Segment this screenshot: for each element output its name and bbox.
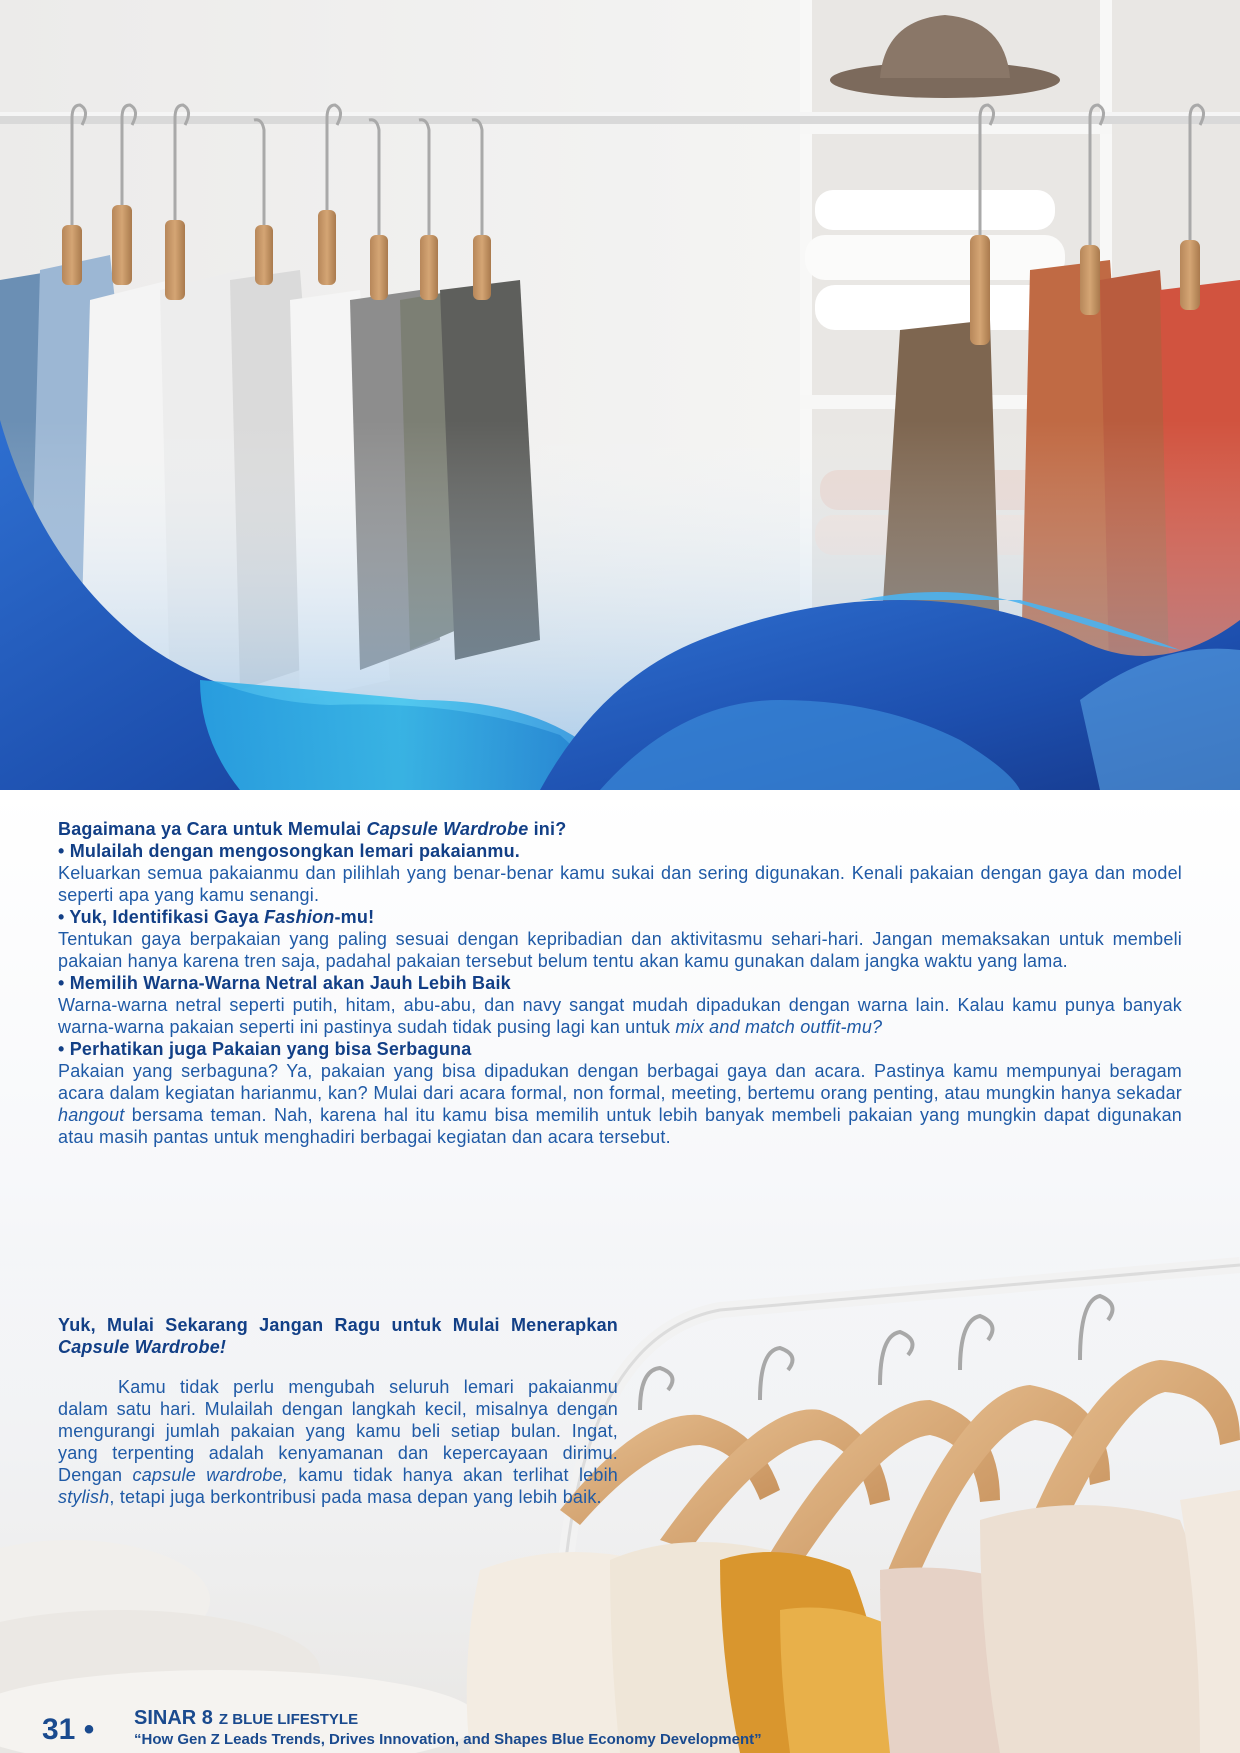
tip-title-4: • Perhatikan juga Pakaian yang bisa Serbaguna	[58, 1039, 472, 1059]
closing-body-text: Kamu tidak perlu mengubah seluruh lemari pakaianmu dalam satu hari. Mulailah dengan langkah kecil, misalnya dengan mengurangi jumlah pakaian yang kamu beli setiap bulan. Ingat, yang terpenting adalah kenyamanan dan kepercayaan dirimu. Dengan	[58, 1377, 618, 1485]
tip-title-2-italic: Fashion	[264, 907, 335, 927]
tip-title-3: • Memilih Warna-Warna Netral akan Jauh Lebih Baik	[58, 973, 511, 993]
heading-text: Bagaimana ya Cara untuk Memulai	[58, 819, 367, 839]
heading-text-italic: Capsule Wardrobe	[366, 819, 529, 839]
closing-body	[58, 1376, 618, 1508]
tip-title-2-text: -mu!	[334, 907, 375, 927]
magazine-name: SINAR 8	[134, 1707, 213, 1729]
closing-body-italic: capsule wardrobe,	[132, 1465, 289, 1485]
tip-body-4-text: bersama teman. Nah, karena hal itu kamu bisa memilih untuk lebih banyak membeli pakaian yang mungkin dapat digunakan atau masih pantas untuk menghadiri berbagai kegiatan dan acara tersebut.	[58, 1105, 1182, 1147]
section-heading	[58, 818, 1182, 840]
page-footer	[36, 1709, 1236, 1753]
magazine-brand	[134, 1707, 358, 1730]
tip-body-4-text: Pakaian yang serbaguna? Ya, pakaian yang bisa dipadukan dengan berbagai gaya dan acara. Pastinya kamu mempunyai beragam acara dalam kegiatan harianmu, kan? Mulai dari acara formal, non formal, meeting, bertemu orang penting, atau mungkin hanya sekadar	[58, 1061, 1182, 1103]
tip-title-2-text: • Yuk, Identifikasi Gaya	[58, 907, 265, 927]
closing-body-text: , tetapi juga berkontribusi pada masa depan yang lebih baik.	[109, 1487, 602, 1507]
heading-text: ini?	[528, 819, 567, 839]
tip-body-2: Tentukan gaya berpakaian yang paling sesuai dengan kepribadian dan aktivitasmu sehari-hari. Jangan memaksakan untuk membeli pakaian hanya karena tren saja, padahal pakaian tersebut belum tentu akan kamu gunakan dalam jangka waktu yang lama.	[58, 929, 1182, 971]
page-number: 31 •	[42, 1713, 95, 1746]
hero-photo-clothes-rack	[0, 0, 1240, 790]
hero-illustration	[0, 0, 1240, 790]
main-article-section	[58, 818, 1182, 1148]
tip-body-4	[58, 1060, 1182, 1148]
issue-tagline: “How Gen Z Leads Trends, Drives Innovation, and Shapes Blue Economy Development”	[134, 1731, 762, 1748]
tip-body-3	[58, 994, 1182, 1038]
closing-section	[58, 1296, 618, 1526]
closing-heading-text: Yuk, Mulai Sekarang Jangan Ragu untuk Mulai Menerapkan	[58, 1315, 618, 1335]
tip-body-3-text: Warna-warna netral seperti putih, hitam, abu-abu, dan navy sangat mudah dipadukan dengan warna lain. Kalau kamu punya banyak warna-warna pakaian seperti ini pastinya sudah tidak pusing lagi kan untuk	[58, 995, 1182, 1037]
tip-title-1: • Mulailah dengan mengosongkan lemari pakaianmu.	[58, 841, 520, 861]
tip-title-2	[58, 906, 1182, 928]
closing-heading	[58, 1314, 618, 1358]
rubric-name: Z BLUE LIFESTYLE	[218, 1711, 359, 1728]
closing-body-italic: stylish	[58, 1487, 110, 1507]
tip-body-1: Keluarkan semua pakaianmu dan pilihlah yang benar-benar kamu sukai dan sering digunakan. Kenali pakaian dengan gaya dan model seperti apa yang kamu senangi.	[58, 863, 1182, 905]
tip-body-3-italic: mix and match outfit-mu?	[675, 1017, 883, 1037]
closing-body-text: kamu tidak hanya akan terlihat lebih	[288, 1465, 618, 1485]
closing-heading-italic: Capsule Wardrobe!	[58, 1337, 227, 1357]
tip-body-4-italic: hangout	[58, 1105, 125, 1125]
